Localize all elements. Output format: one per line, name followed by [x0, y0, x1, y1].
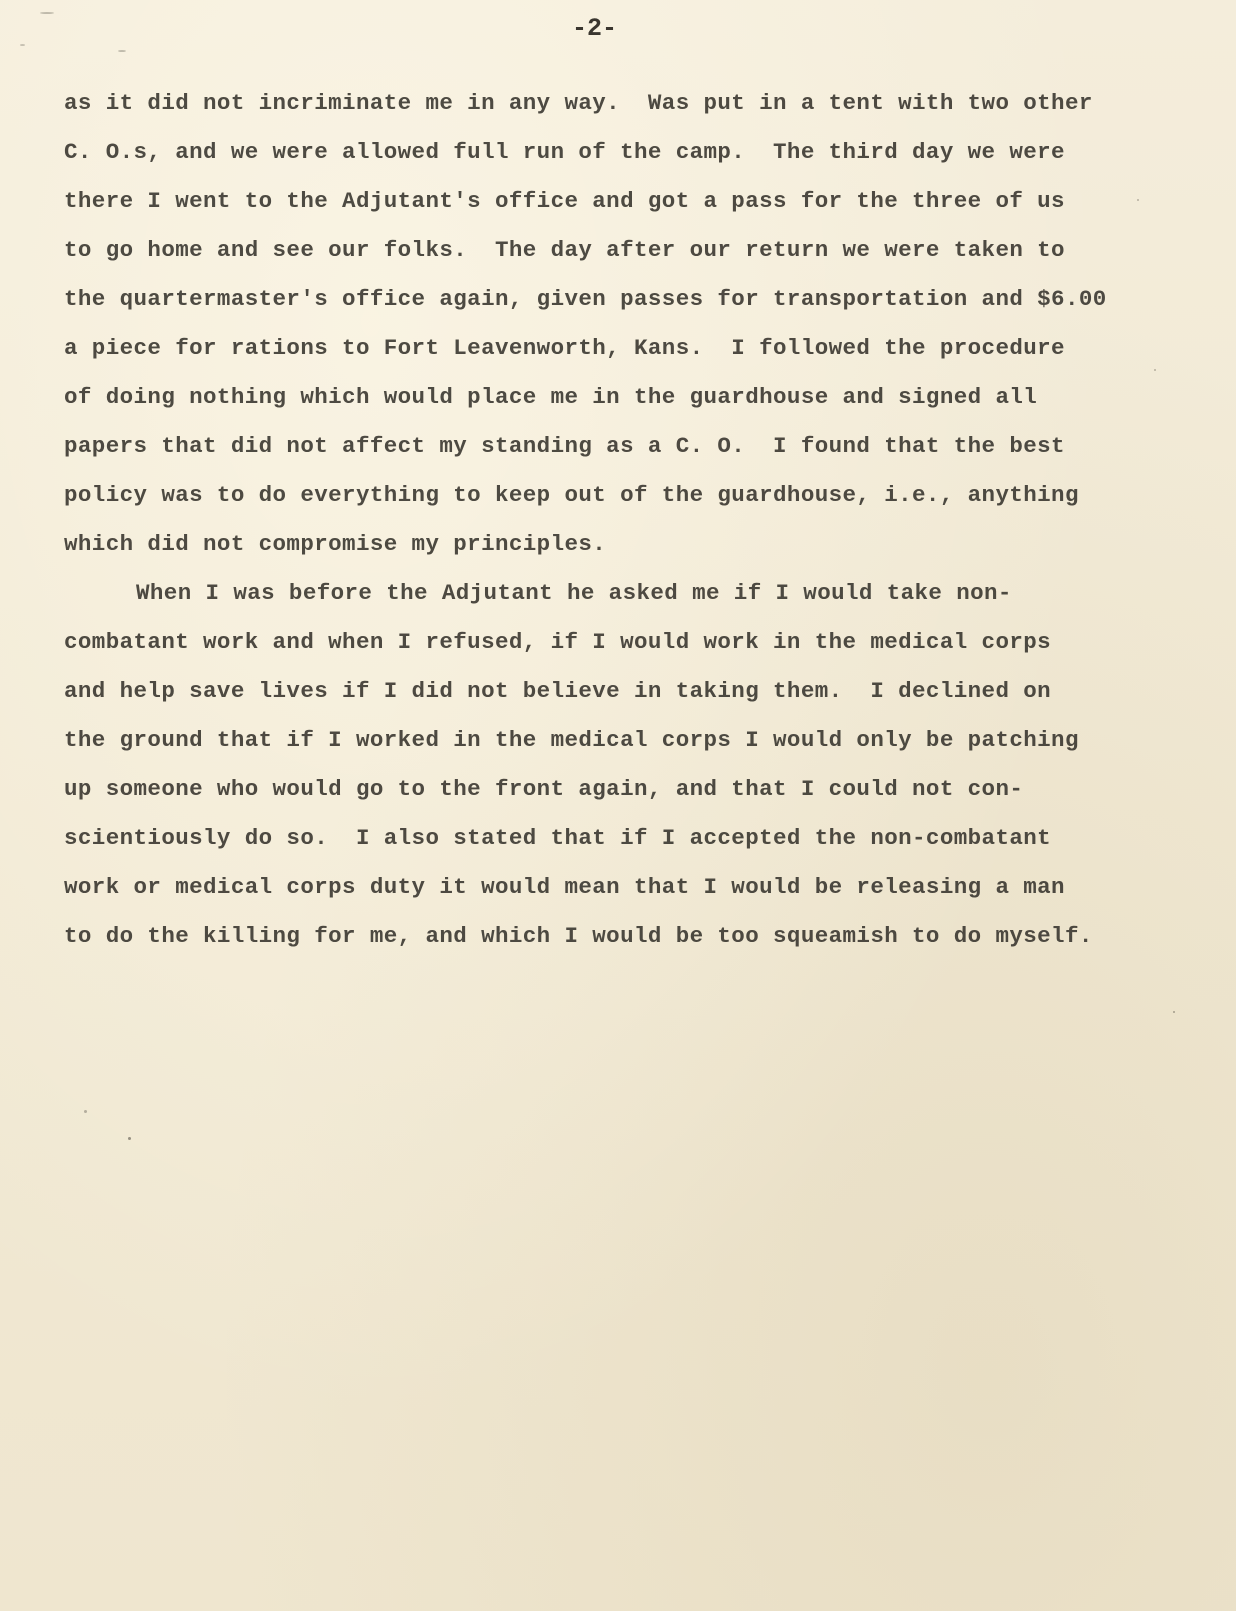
text-line: scientiously do so. I also stated that if I accepted the non-combatant — [64, 825, 1052, 851]
paper-speck — [84, 1110, 87, 1113]
paper-speck — [1154, 369, 1156, 371]
paper-mark — [118, 50, 126, 52]
text-line: to go home and see our folks. The day after our return we were taken to — [64, 237, 1065, 263]
paper-speck — [1137, 199, 1139, 201]
text-line: work or medical corps duty it would mean that I would be releasing a man — [64, 874, 1065, 900]
paper-mark — [20, 44, 25, 46]
page-number: -2- — [572, 14, 618, 43]
text-line: papers that did not affect my standing as a C. O. I found that the best — [64, 433, 1065, 459]
text-line: When I was before the Adjutant he asked me if I would take non- — [136, 580, 1012, 606]
text-line: the quartermaster's office again, given passes for transportation and $6.00 — [64, 286, 1107, 312]
paper-speck — [1173, 1011, 1175, 1013]
text-line: policy was to do everything to keep out of the guardhouse, i.e., anything — [64, 482, 1079, 508]
text-line: combatant work and when I refused, if I would work in the medical corps — [64, 629, 1052, 655]
text-line: of doing nothing which would place me in the guardhouse and signed all — [64, 384, 1038, 410]
text-line: C. O.s, and we were allowed full run of the camp. The third day we were — [64, 139, 1065, 165]
text-line: which did not compromise my principles. — [64, 531, 607, 557]
text-line: as it did not incriminate me in any way. Was put in a tent with two other — [64, 90, 1093, 116]
paper-speck — [128, 1137, 131, 1140]
text-line: a piece for rations to Fort Leavenworth, Kans. I followed the procedure — [64, 335, 1065, 361]
text-line: the ground that if I worked in the medical corps I would only be patching — [64, 727, 1079, 753]
text-line: up someone who would go to the front again, and that I could not con- — [64, 776, 1024, 802]
text-line: and help save lives if I did not believe in taking them. I declined on — [64, 678, 1052, 704]
text-line: there I went to the Adjutant's office and got a pass for the three of us — [64, 188, 1065, 214]
paper-mark — [40, 12, 54, 14]
text-line: to do the killing for me, and which I would be too squeamish to do myself. — [64, 923, 1093, 949]
